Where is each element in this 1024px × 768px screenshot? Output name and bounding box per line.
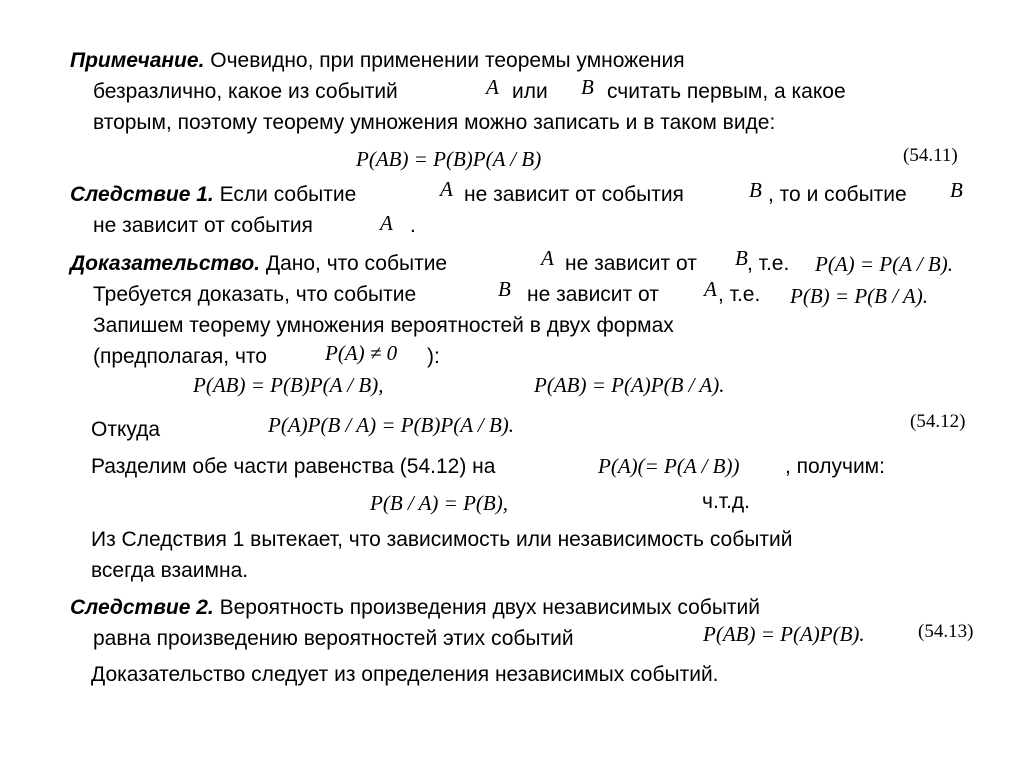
formula-two-forms-1: P(AB) = P(B)P(A / B), [193, 373, 384, 397]
proof-var-b: B [735, 246, 748, 270]
note-line2b: или [512, 80, 548, 103]
corollary1-line2a: не зависит от события [93, 214, 313, 237]
corollary1-line1b: не зависит от события [464, 183, 684, 206]
note-var-b: B [581, 75, 594, 99]
note-line3: вторым, поэтому теорему умножения можно записать и в таком виде: [93, 111, 776, 134]
proof-qed: ч.т.д. [702, 490, 750, 513]
formula-result: P(B / A) = P(B), [370, 491, 508, 515]
corollary2-line1: Следствие 2. Вероятность произведения двух независимых событий [70, 596, 761, 619]
corollary2-line2: равна произведению вероятностей этих событий [93, 627, 574, 650]
corollary1-line2b: . [410, 214, 416, 237]
proof-heading: Доказательство. [70, 252, 261, 275]
corollary1-line1c: , то и событие [768, 183, 907, 206]
proof-mutual-line2: всегда взаимна. [91, 559, 249, 582]
formula-indep-a-of-b: P(A) = P(A / B). [815, 252, 953, 276]
proof-line3: Запишем теорему умножения вероятностей в двух формах [93, 314, 674, 337]
formula-54-11: P(AB) = P(B)P(A / B) [356, 147, 542, 171]
proof-line4a: (предполагая, что [93, 345, 267, 368]
formula-indep-b-of-a: P(B) = P(B / A). [790, 284, 928, 308]
note-var-a: A [486, 75, 499, 99]
proof-var-a2: A [704, 277, 717, 301]
proof-whence: Откуда [91, 418, 161, 441]
corollary1-var-a: A [440, 177, 453, 201]
proof-line2a: Требуется доказать, что событие [93, 283, 417, 306]
proof-var-b2: B [498, 277, 511, 301]
formula-number-54-11: (54.11) [903, 145, 958, 166]
proof-line2b: не зависит от [527, 283, 659, 306]
proof-line4b: ): [427, 345, 440, 368]
proof-line1c: , т.е. [747, 252, 790, 275]
corollary2-heading: Следствие 2. [70, 596, 214, 619]
formula-54-12: P(A)P(B / A) = P(B)P(A / B). [268, 413, 515, 437]
formula-54-13: P(AB) = P(A)P(B). [703, 622, 865, 646]
note-heading: Примечание. [70, 49, 205, 72]
proof-line1b: не зависит от [565, 252, 697, 275]
formula-number-54-12: (54.12) [910, 411, 966, 432]
formula-pa-nonzero: P(A) ≠ 0 [325, 341, 398, 365]
corollary1-var-b: B [749, 178, 762, 202]
corollary1-heading: Следствие 1. [70, 183, 214, 206]
proof-divide-a: Разделим обе части равенства (54.12) на [91, 455, 496, 478]
corollary1-var-b2: B [950, 178, 963, 202]
note-paragraph [70, 50, 685, 71]
proof-var-a: A [541, 246, 554, 270]
formula-divisor: P(A)(= P(A / B)) [598, 454, 740, 478]
formula-two-forms-2: P(AB) = P(A)P(B / A). [534, 373, 725, 397]
proof-line1: Доказательство. Дано, что событие [70, 252, 448, 275]
corollary1-line1: Следствие 1. Если событие [70, 183, 357, 206]
note-line1: Очевидно, при применении теоремы умножения [204, 49, 685, 72]
note-line2a: безразлично, какое из событий [93, 80, 398, 103]
formula-number-54-13: (54.13) [918, 621, 974, 642]
corollary2-proof: Доказательство следует из определения независимых событий. [91, 663, 719, 686]
proof-mutual-line1: Из Следствия 1 вытекает, что зависимость или независимость событий [91, 528, 793, 551]
note-line2c: считать первым, а какое [607, 80, 846, 103]
proof-divide-b: , получим: [785, 455, 885, 478]
proof-line2c: , т.е. [718, 283, 761, 306]
corollary1-var-a2: A [380, 211, 393, 235]
